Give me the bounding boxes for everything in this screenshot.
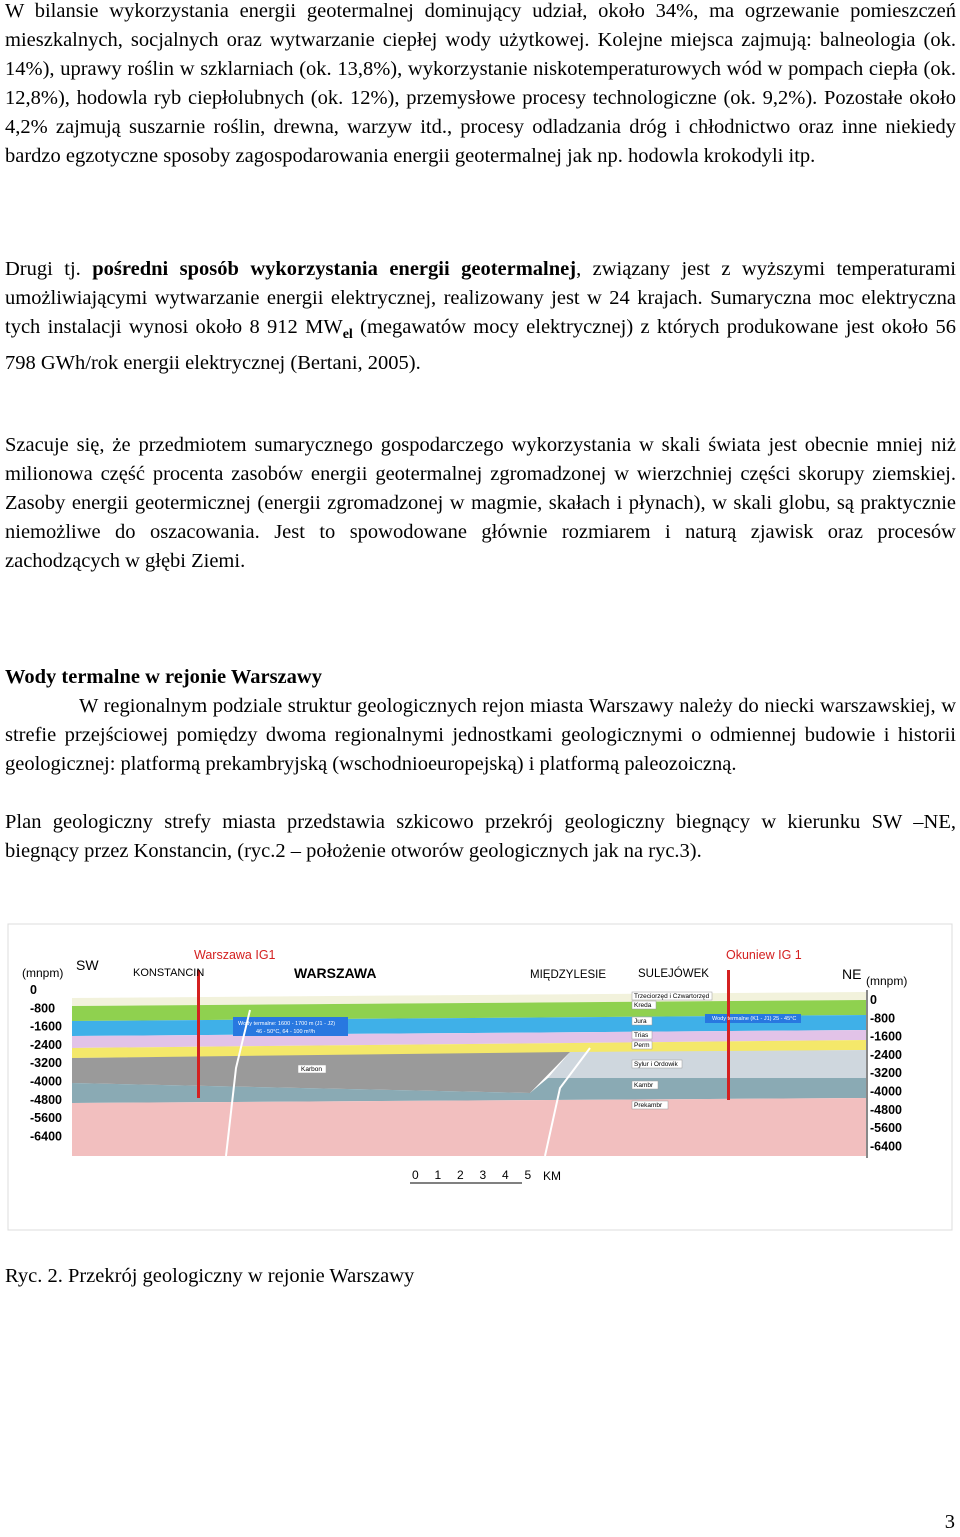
water-left-line1: Wody termalne: 1600 - 1700 m (J1 - J2) (238, 1021, 336, 1027)
depth-tick-left: -2400 (30, 1037, 62, 1052)
page-number: 3 (944, 1511, 955, 1533)
depth-axis-right-line (866, 990, 868, 1158)
figure-caption: Ryc. 2. Przekrój geologiczny w rejonie Warszawy (5, 1265, 415, 1287)
section-heading: Wody termalne w rejonie Warszawy (5, 666, 322, 688)
place-miedzylesie: MIĘDZYLESIE (530, 969, 607, 981)
scale-tick: 5 (524, 1168, 532, 1182)
depth-tick-left: -4800 (30, 1092, 62, 1107)
depth-unit-right: (mnpm) (866, 974, 908, 988)
direction-ne: NE (842, 966, 862, 982)
paragraph-cross-section-plan: Plan geologiczny strefy miasta przedstawia szkicowo przekrój geologiczny biegnący w kierunku SW –NE, biegnący przez Konstancin, (ryc.2 – położenie otworów geologicznych jak na ryc.3). (5, 811, 956, 862)
layer-silurian (548, 1050, 866, 1078)
direction-sw: SW (76, 957, 99, 973)
depth-tick-right: -2400 (870, 1047, 902, 1062)
cross-section-svg (0, 918, 960, 1236)
label-cretaceous: Kreda (634, 1002, 652, 1009)
label-silurian: Sylur i Ordowik (634, 1061, 678, 1068)
depth-tick-right: -800 (870, 1011, 896, 1026)
depth-tick-right: -3200 (870, 1066, 902, 1081)
depth-tick-left: -3200 (30, 1056, 62, 1071)
label-precambrian: Prekambr (634, 1102, 663, 1109)
label-jurassic: Jura (634, 1018, 647, 1025)
depth-tick-left: -5600 (30, 1111, 62, 1126)
indirect-text-start: Drugi tj. (5, 258, 93, 280)
mw-subscript: el (342, 327, 353, 343)
paragraph-geothermal-usage: W bilansie wykorzystania energii geotermalnej dominujący udział, około 34%, ma ogrzewanie pomieszczeń mieszkalnych, socjalnych oraz wytwarzanie ciepłej wody użytkowej. Kolejne miejsca zajmują: balneologia (ok. 14%), uprawy roślin w szklarniach (ok. 13,8%), wykorzystanie niskotemperaturowych wód w pompach ciepła (ok. 12,8%), hodowla ryb ciepłolubnych (ok. 12%), przemysłowe procesy technologiczne (ok. 9,2%). Pozostałe około 4,2% zajmują suszarnie roślin, drewna, warzyw itd., procesy odladzania dróg i chłodnictwo oraz inne niekiedy bardzo egzotyczne sposoby zagospodarowania energii geotermalnej jak np. hodowla krokodyli itp. (5, 0, 956, 167)
water-right-label: Wody termalne (K1 - J1) 25 - 45°C (712, 1016, 797, 1022)
label-permian: Perm (634, 1042, 650, 1049)
indirect-text-mid: , związany jest z wyższymi temperaturami umożliwiającymi wytwarzanie energii elektrycznej, realizowany jest w 24 krajach. Sumaryczna moc elektryczna tych instalacji wynosi około 8 912 MW (5, 258, 957, 338)
well-okuniew-label: Okuniew IG 1 (726, 948, 802, 962)
scale-tick: 2 (457, 1168, 464, 1182)
well-okuniew-line (727, 970, 730, 1100)
depth-tick-left: -4000 (30, 1074, 62, 1089)
scale-tick: 0 (412, 1168, 419, 1182)
depth-tick-left: 0 (30, 983, 37, 997)
paragraph-regional-geology (5, 692, 956, 779)
well-warszawa-line (197, 970, 200, 1098)
label-triassic: Trias (634, 1032, 649, 1039)
layer-precambrian (72, 1098, 866, 1156)
scale-tick: 3 (479, 1168, 487, 1182)
scale-tick: 4 (502, 1168, 509, 1182)
depth-tick-left: -1600 (30, 1019, 62, 1034)
place-konstancin: KONSTANCIN (133, 967, 205, 979)
paragraph-resources: Szacuje się, że przedmiotem sumarycznego gospodarczego wykorzystania w skali świata jest obecnie mniej niż milionowa część procenta zasobów energii geotermalnej zgromadzonej w wierzchniej części skorupy ziemskiej. Zasoby energii geotermicznej (energii zgromadzonej w magmie, skałach i płynach), w skali globu, są praktycznie niemożliwe do oszacowania. Jest to spowodowane głównie rozmiarem i naturą zjawisk oraz procesów zachodzących w głębi Ziemi. (5, 434, 956, 572)
depth-tick-right: -4000 (870, 1084, 902, 1099)
depth-tick-right: -6400 (870, 1139, 902, 1154)
depth-tick-left: -800 (30, 1001, 56, 1016)
label-quaternary: Trzeciorzęd i Czwartorzęd (634, 993, 710, 1000)
scale-unit: KM (543, 1169, 561, 1183)
label-cambrian: Kambr (634, 1082, 654, 1089)
water-left-line2: 46 - 50°C, 64 - 100 m³/h (256, 1029, 316, 1035)
place-warszawa: WARSZAWA (294, 965, 377, 981)
well-warszawa-label: Warszawa IG1 (194, 948, 276, 962)
indirect-bold-phrase: pośredni sposób wykorzystania energii geotermalnej (92, 258, 577, 280)
depth-tick-right: 0 (870, 993, 877, 1007)
depth-tick-left: -6400 (30, 1129, 62, 1144)
depth-tick-right: -4800 (870, 1102, 902, 1117)
geological-cross-section-figure (0, 918, 960, 1236)
depth-unit-left: (mnpm) (22, 966, 64, 980)
paragraph-indirect-usage (5, 255, 956, 378)
scale-tick: 1 (434, 1168, 442, 1182)
regional-geology-text: W regionalnym podziale struktur geologicznych rejon miasta Warszawy należy do niecki warszawskiej, w strefie przejściowej pomiędzy dwoma regionalnymi jednostkami geologicznymi o odmiennej budowie i historii geologicznej: platformą prekambryjską (wschodnioeuropejską) i platformą paleozoiczną. (5, 695, 956, 775)
label-carboniferous: Karbon (301, 1066, 322, 1073)
place-sulejowek: SULEJÓWEK (638, 968, 709, 980)
depth-tick-right: -1600 (870, 1029, 902, 1044)
depth-tick-right: -5600 (870, 1121, 902, 1136)
indirect-text-end: (megawatów mocy elektrycznej) z których produkowane jest około 56 798 GWh/rok energii elektrycznej (Bertani, 2005). (5, 316, 956, 375)
